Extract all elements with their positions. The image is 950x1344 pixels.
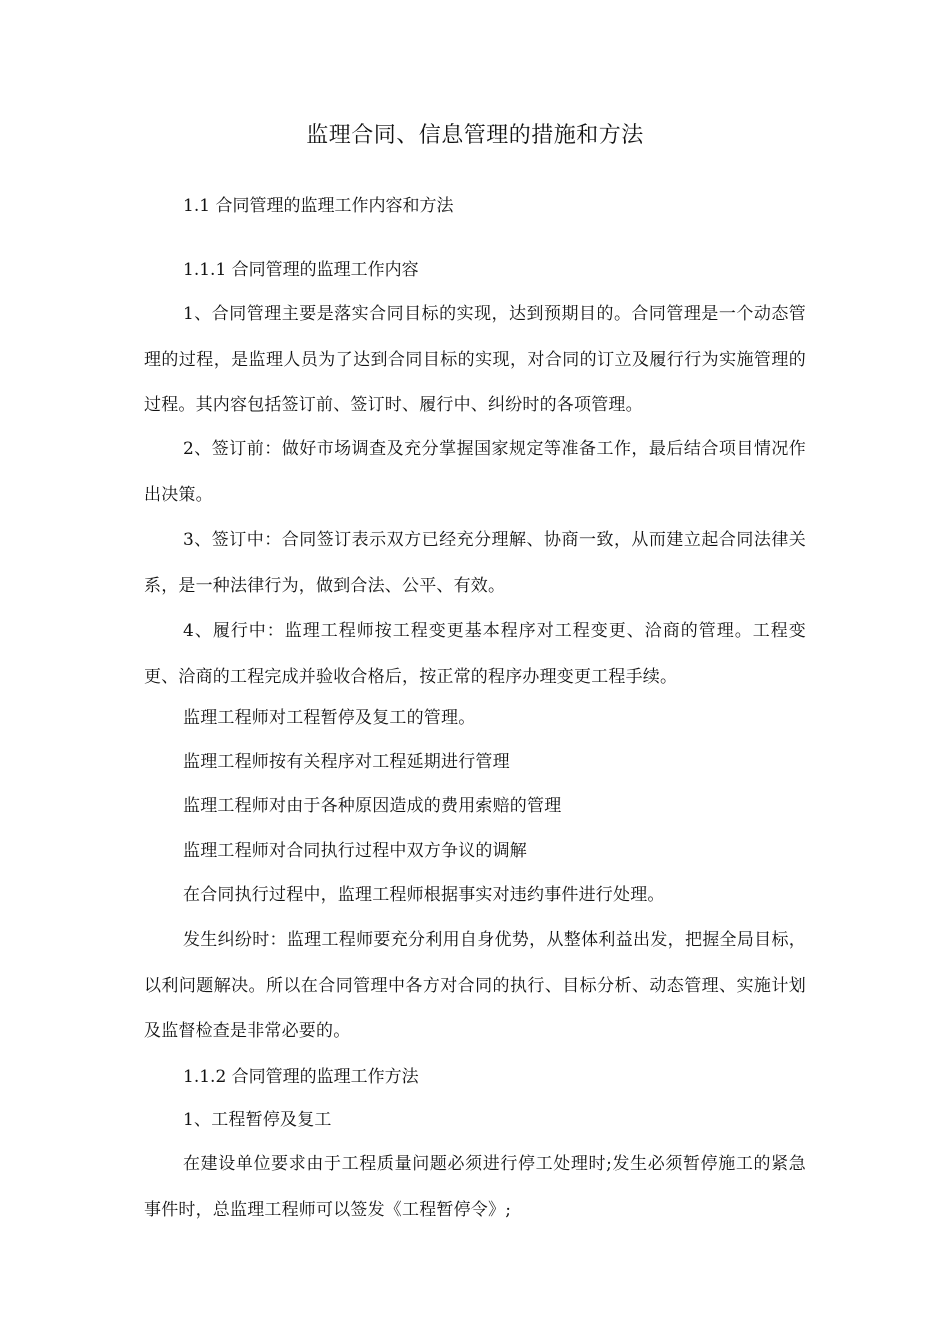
paragraph-2: 2、签订前：做好市场调查及充分掌握国家规定等准备工作，最后结合项目情况作出决策。 [144, 439, 806, 505]
section-heading-1-1-2: 1.1.2 合同管理的监理工作方法 [183, 1067, 419, 1087]
section-heading-1-1: 1.1 合同管理的监理工作内容和方法 [183, 196, 454, 216]
paragraph-5: 监理工程师对工程暂停及复工的管理。 [183, 708, 476, 728]
paragraph-8: 监理工程师对合同执行过程中双方争议的调解 [183, 841, 527, 861]
paragraph-7: 监理工程师对由于各种原因造成的费用索赔的管理 [183, 796, 562, 816]
paragraph-9: 在合同执行过程中，监理工程师根据事实对违约事件进行处理。 [183, 885, 665, 905]
paragraph-3: 3、签订中：合同签订表示双方已经充分理解、协商一致，从而建立起合同法律关系，是一种法律行为，做到合法、公平、有效。 [144, 530, 806, 596]
paragraph-4: 4、履行中：监理工程师按工程变更基本程序对工程变更、洽商的管理。工程变更、洽商的工程完成并验收合格后，按正常的程序办理变更工程手续。 [144, 621, 806, 687]
document-title: 监理合同、信息管理的措施和方法 [306, 123, 644, 148]
paragraph-10: 发生纠纷时：监理工程师要充分利用自身优势，从整体利益出发，把握全局目标，以利问题解决。所以在合同管理中各方对合同的执行、目标分析、动态管理、实施计划及监督检查是非常必要的。 [144, 930, 806, 1041]
paragraph-1: 1、合同管理主要是落实合同目标的实现，达到预期目的。合同管理是一个动态管理的过程，是监理人员为了达到合同目标的实现，对合同的订立及履行行为实施管理的过程。其内容包括签订前、签订时、履行中、纠纷时的各项管理。 [144, 304, 806, 415]
paragraph-12: 在建设单位要求由于工程质量问题必须进行停工处理时;发生必须暂停施工的紧急事件时，总监理工程师可以签发《工程暂停令》; [144, 1154, 806, 1220]
paragraph-6: 监理工程师按有关程序对工程延期进行管理 [183, 752, 510, 772]
section-heading-1-1-1: 1.1.1 合同管理的监理工作内容 [183, 260, 419, 280]
paragraph-11: 1、工程暂停及复工 [183, 1110, 332, 1130]
